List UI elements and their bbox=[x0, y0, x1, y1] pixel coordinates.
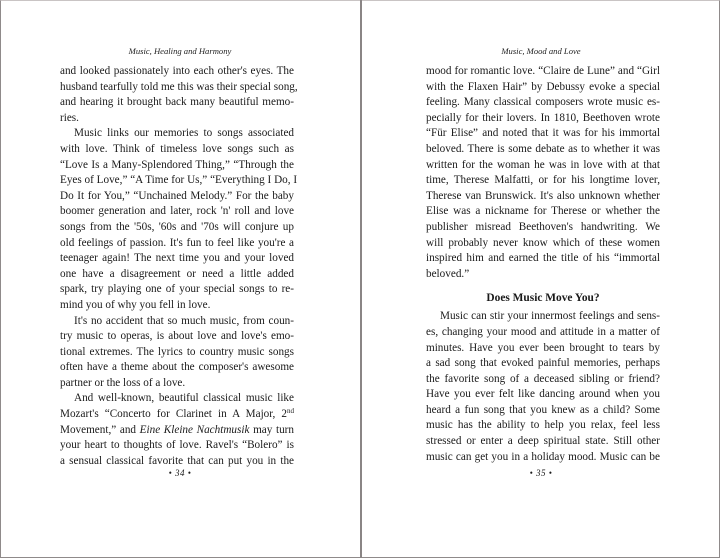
text-line: stressed or enter a deep spiritual state. Still other bbox=[426, 435, 660, 448]
paragraph bbox=[60, 391, 294, 469]
body-text bbox=[426, 64, 660, 465]
text-line: beloved.” bbox=[426, 267, 470, 280]
text-line: music can get you in a holiday mood. Music can be bbox=[426, 450, 660, 463]
text-line: time, Therese Malfatti, or for his longtime lover, bbox=[426, 174, 660, 187]
page-number: • 35 • bbox=[529, 468, 553, 478]
text-line: Elise was a nickname for Therese or whether the bbox=[426, 205, 660, 218]
text-line: your heart to thoughts of love. Ravel's “Bolero” is bbox=[60, 439, 294, 452]
text-line: It's no accident that so much music, from coun- bbox=[74, 314, 294, 327]
text-line: a sad song that evoked painful memories, perhaps bbox=[426, 357, 660, 370]
text-line: heard a fun song that you knew as a child? Some bbox=[426, 403, 660, 416]
text-line: publisher misread Beethoven's handwriting. We bbox=[426, 220, 660, 233]
text-line: often have a theme about the composer's awesome bbox=[60, 361, 294, 374]
page-number: • 34 • bbox=[168, 468, 192, 478]
text-line: spark, try playing one of your special songs to re- bbox=[60, 283, 294, 296]
paragraph bbox=[426, 64, 660, 282]
text-line: “Love Is a Many-Splendored Thing,” “Through the bbox=[60, 158, 294, 171]
text-line: es, changing your mood and attitude in a matter of bbox=[426, 325, 660, 338]
paragraph bbox=[60, 314, 294, 392]
running-head: Music, Healing and Harmony bbox=[128, 46, 232, 56]
text-line: the favorite song of a deceased sibling or friend? bbox=[426, 372, 660, 385]
text-line: will probably never know which of these women bbox=[426, 236, 660, 249]
text-line: husband tearfully told me this was their special song, bbox=[60, 80, 298, 93]
text-line: ries. bbox=[60, 111, 79, 124]
superscript: nd bbox=[287, 407, 294, 416]
section-heading: Does Music Move You? bbox=[486, 292, 600, 305]
text-line: feeling. Many classical composers wrote music es- bbox=[426, 96, 660, 109]
paragraph bbox=[60, 126, 298, 313]
text-line: “Für Elise” and noted that it was for his immortal bbox=[426, 127, 660, 140]
text-line: old feelings of passion. It's fun to feel like you're a bbox=[60, 236, 294, 249]
text-line: And well-known, beautiful classical music like bbox=[74, 392, 294, 405]
text-line: and looked passionately into each other's eyes. The bbox=[60, 65, 294, 77]
text-line: songs from the '50s, '60s and '70s will conjure up bbox=[60, 220, 294, 233]
text-line: inspired him and earned the title of his “immortal bbox=[426, 252, 660, 265]
text-line: tional extremes. The lyrics to country music songs bbox=[60, 345, 294, 358]
text-line: Have you ever felt like dancing around when you bbox=[426, 388, 660, 401]
body-text bbox=[60, 64, 298, 469]
text-line: with the Flaxen Hair” by Debussy evoke a special bbox=[426, 80, 660, 93]
text-line: partner or the loss of a love. bbox=[60, 376, 186, 389]
text-line: Therese van Brunswick. It's also unknown whether bbox=[426, 189, 660, 202]
text-line: minutes. Have you ever been brought to tears by bbox=[426, 341, 660, 354]
text-line: boomer generation and later, rock 'n' roll and love bbox=[60, 205, 294, 218]
text-line: mind you of why you fell in love. bbox=[60, 298, 211, 311]
text-line: mood for romantic love. “Claire de Lune” and “Girl bbox=[426, 65, 660, 77]
text-line: Music can stir your innermost feelings and sens- bbox=[440, 310, 660, 323]
text-line: music has the ability to help you relax, feel less bbox=[426, 419, 660, 432]
text-line: with love. Think of timeless love songs such as bbox=[60, 142, 294, 155]
text-line: a sensual classical favorite that can put you in the bbox=[60, 454, 294, 467]
text-line bbox=[60, 407, 294, 423]
running-head: Music, Mood and Love bbox=[501, 46, 581, 56]
text-run: may turn bbox=[249, 423, 294, 436]
text-run: Movement,” and bbox=[60, 423, 140, 436]
text-line: Do It for You,” “Unchained Melody.” For the baby bbox=[60, 189, 294, 202]
paragraph bbox=[426, 309, 660, 465]
text-line: teenager again! The next time you and your loved bbox=[60, 252, 294, 265]
right-page bbox=[362, 0, 720, 558]
text-line: and hearing it brought back many beautiful memo- bbox=[60, 96, 294, 109]
text-line: one have a disagreement or need a little added bbox=[60, 267, 294, 280]
text-line bbox=[60, 423, 294, 439]
text-line: written for the woman he was in love with at that bbox=[426, 158, 660, 171]
text-line: pecially for their lovers. In 1810, Beethoven wrote bbox=[426, 111, 660, 124]
text-line: Eyes of Love,” “A Time for Us,” “Everything I Do, I bbox=[60, 174, 298, 187]
text-line: try music to operas, is about love and love's emo- bbox=[60, 330, 294, 343]
text-line: beloved. There is some debate as to whether it was bbox=[426, 142, 660, 155]
text-run: Mozart's “Concerto for Clarinet in A Major, 2 bbox=[60, 408, 287, 421]
text-line: Music links our memories to songs associated bbox=[74, 127, 294, 140]
italic-title: Eine Kleine Nachtmusik bbox=[139, 423, 250, 436]
left-page bbox=[1, 0, 359, 558]
paragraph bbox=[60, 64, 298, 126]
